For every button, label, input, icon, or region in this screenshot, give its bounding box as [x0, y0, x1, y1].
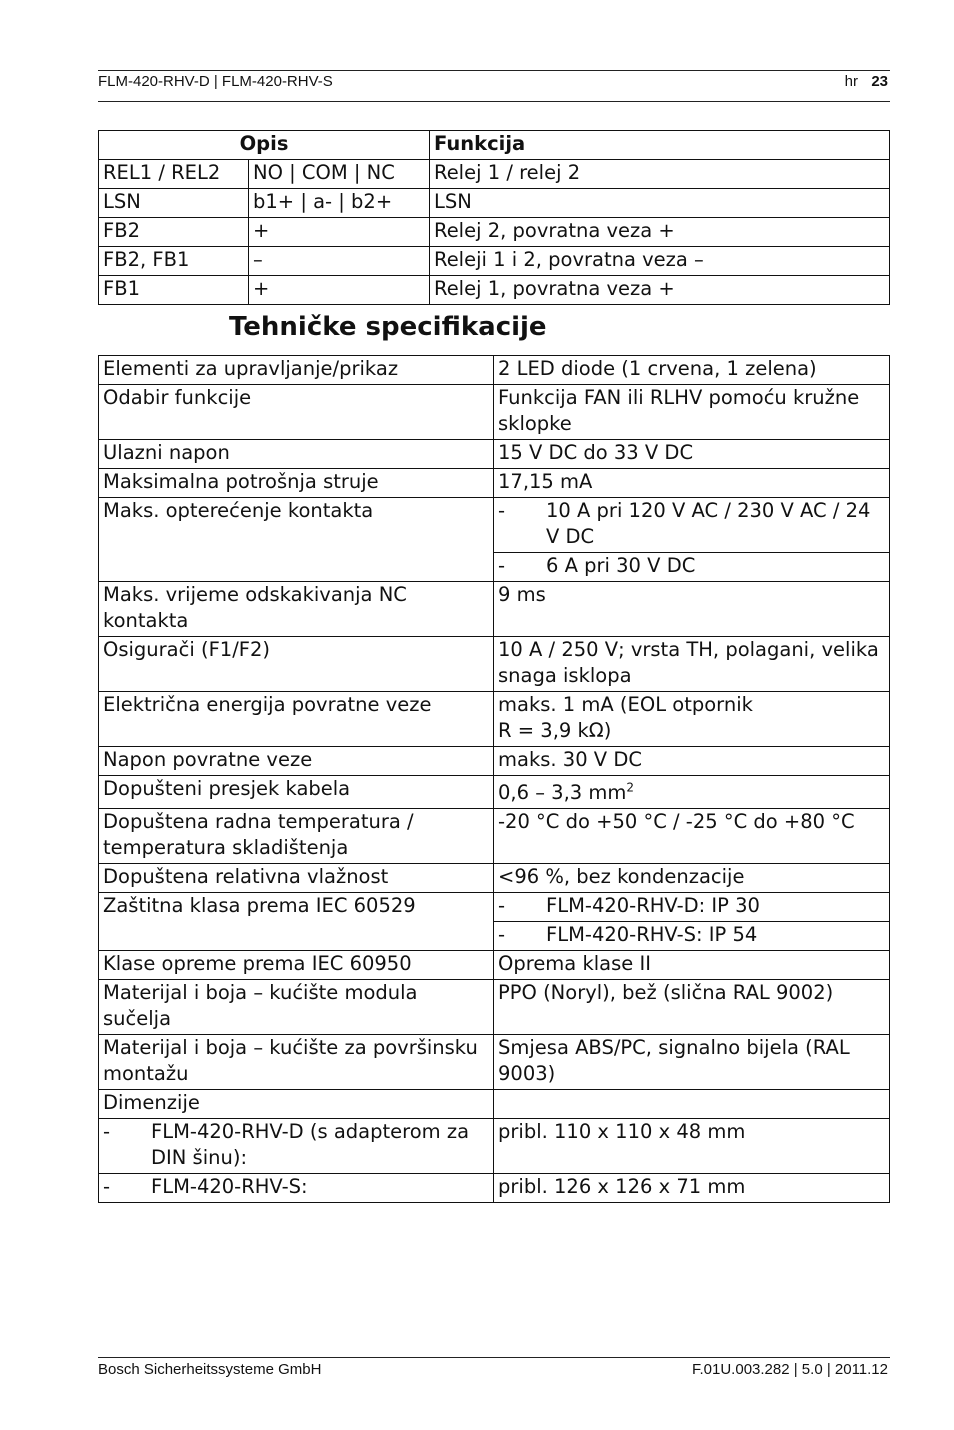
- spec-label: Dimenzije: [99, 1090, 494, 1119]
- spec-label: Maks. opterećenje kontakta: [99, 498, 494, 582]
- spec-row: [99, 692, 890, 747]
- spec-label: [99, 1174, 494, 1203]
- spec-value: 10 A / 250 V; vrsta TH, polagani, velika snaga isklopa: [494, 637, 890, 692]
- bullet-dash: -: [103, 1175, 111, 1198]
- spec-label: Zaštitna klasa prema IEC 60529: [99, 893, 494, 951]
- spec-value: [494, 498, 890, 553]
- header-title: FLM-420-RHV-D | FLM-420-RHV-S: [98, 73, 333, 90]
- spec-label: Maks. vrijeme odskakivanja NC kontakta: [99, 582, 494, 637]
- spec-row: [99, 356, 890, 385]
- page-header: [98, 70, 890, 102]
- cell-terminal: REL1 / REL2: [99, 160, 249, 189]
- cell-terminal: LSN: [99, 189, 249, 218]
- bullet-item: [498, 893, 885, 919]
- bullet-dash: -: [498, 499, 506, 522]
- bullet-text: FLM-420-RHV-D: IP 30: [546, 894, 760, 917]
- spec-value: 2 LED diode (1 crvena, 1 zelena): [494, 356, 890, 385]
- spec-row: [99, 980, 890, 1035]
- spec-label: Dopušteni presjek kabela: [99, 776, 494, 809]
- spec-row: [99, 1119, 890, 1174]
- spec-label: Odabir funkcije: [99, 385, 494, 440]
- spec-value: pribl. 126 x 126 x 71 mm: [494, 1174, 890, 1203]
- bullet-dash: -: [498, 923, 506, 946]
- table-row: [99, 247, 890, 276]
- table-row: [99, 189, 890, 218]
- bullet-item: [498, 922, 885, 948]
- spec-row: [99, 776, 890, 809]
- spec-label: Napon povratne veze: [99, 747, 494, 776]
- spec-row: [99, 1035, 890, 1090]
- cell-contact: +: [249, 218, 430, 247]
- column-header-description: Opis: [99, 131, 430, 160]
- cell-terminal: FB2, FB1: [99, 247, 249, 276]
- section-title: Tehničke specifikacije: [229, 312, 547, 342]
- spec-value-line: R = 3,9 kΩ): [498, 719, 612, 742]
- bullet-dash: -: [103, 1120, 111, 1143]
- table-header-row: [99, 131, 890, 160]
- spec-value-line: maks. 1 mA (EOL otpornik: [498, 693, 753, 716]
- spec-label: Materijal i boja – kućište za površinsku montažu: [99, 1035, 494, 1090]
- bullet-item: [498, 553, 885, 579]
- column-header-function: Funkcija: [430, 131, 890, 160]
- spec-label: Dopuštena radna temperatura / temperatura skladištenja: [99, 809, 494, 864]
- spec-value: [494, 893, 890, 922]
- spec-value: [494, 1090, 890, 1119]
- spec-row: [99, 469, 890, 498]
- spec-value: <96 %, bez kondenzacije: [494, 864, 890, 893]
- spec-label: [99, 1119, 494, 1174]
- bullet-text: 10 A pri 120 V AC / 230 V AC / 24 V DC: [546, 499, 871, 548]
- spec-value: Funkcija FAN ili RLHV pomoću kružne sklopke: [494, 385, 890, 440]
- spec-row: [99, 893, 890, 922]
- spec-value: [494, 776, 890, 809]
- spec-row: [99, 385, 890, 440]
- bullet-text: 6 A pri 30 V DC: [546, 554, 696, 577]
- spec-row: [99, 498, 890, 553]
- superscript: 2: [626, 780, 634, 795]
- spec-row: [99, 440, 890, 469]
- bullet-dash: -: [498, 894, 506, 917]
- connections-table: [98, 130, 890, 305]
- spec-row: [99, 582, 890, 637]
- footer-document-id: F.01U.003.282 | 5.0 | 2011.12: [692, 1361, 888, 1378]
- bullet-dash: -: [498, 554, 506, 577]
- cell-function: Releji 1 i 2, povratna veza –: [430, 247, 890, 276]
- spec-row: [99, 747, 890, 776]
- spec-label: Osigurači (F1/F2): [99, 637, 494, 692]
- spec-value: 17,15 mA: [494, 469, 890, 498]
- spec-label: Elementi za upravljanje/prikaz: [99, 356, 494, 385]
- bullet-text: FLM-420-RHV-D (s adapterom za DIN šinu):: [151, 1120, 470, 1169]
- spec-row: [99, 1090, 890, 1119]
- spec-label: Električna energija povratne veze: [99, 692, 494, 747]
- spec-label: Maksimalna potrošnja struje: [99, 469, 494, 498]
- cell-function: Relej 2, povratna veza +: [430, 218, 890, 247]
- bullet-item: [103, 1174, 489, 1200]
- page-number: 23: [871, 73, 888, 90]
- spec-value: 15 V DC do 33 V DC: [494, 440, 890, 469]
- spec-value: 9 ms: [494, 582, 890, 637]
- cell-contact: –: [249, 247, 430, 276]
- spec-value: -20 °C do +50 °C / -25 °C do +80 °C: [494, 809, 890, 864]
- spec-row: [99, 809, 890, 864]
- spec-row: [99, 951, 890, 980]
- table-row: [99, 218, 890, 247]
- bullet-text: FLM-420-RHV-S:: [151, 1175, 308, 1198]
- cable-value: 0,6 – 3,3 mm: [498, 781, 627, 804]
- table-row: [99, 160, 890, 189]
- cell-terminal: FB1: [99, 276, 249, 305]
- specifications-table: [98, 355, 890, 1203]
- spec-label: Klase opreme prema IEC 60950: [99, 951, 494, 980]
- bullet-item: [498, 498, 885, 550]
- table-row: [99, 276, 890, 305]
- spec-value: pribl. 110 x 110 x 48 mm: [494, 1119, 890, 1174]
- cell-contact: NO | COM | NC: [249, 160, 430, 189]
- spec-value: Smjesa ABS/PC, signalno bijela (RAL 9003): [494, 1035, 890, 1090]
- page-footer: [98, 1357, 890, 1380]
- spec-row: [99, 637, 890, 692]
- cell-function: Relej 1 / relej 2: [430, 160, 890, 189]
- cell-contact: +: [249, 276, 430, 305]
- spec-label: Ulazni napon: [99, 440, 494, 469]
- spec-row: [99, 864, 890, 893]
- cell-contact: b1+ | a- | b2+: [249, 189, 430, 218]
- spec-value: [494, 692, 890, 747]
- spec-value: PPO (Noryl), bež (slična RAL 9002): [494, 980, 890, 1035]
- bullet-item: [103, 1119, 489, 1171]
- spec-value: maks. 30 V DC: [494, 747, 890, 776]
- spec-label: Materijal i boja – kućište modula sučelja: [99, 980, 494, 1035]
- cell-function: Relej 1, povratna veza +: [430, 276, 890, 305]
- spec-value: Oprema klase II: [494, 951, 890, 980]
- spec-row: [99, 1174, 890, 1203]
- spec-label: Dopuštena relativna vlažnost: [99, 864, 494, 893]
- cell-function: LSN: [430, 189, 890, 218]
- spec-value: [494, 922, 890, 951]
- header-language: hr: [844, 73, 858, 90]
- cell-terminal: FB2: [99, 218, 249, 247]
- bullet-text: FLM-420-RHV-S: IP 54: [546, 923, 758, 946]
- spec-value: [494, 553, 890, 582]
- footer-company: Bosch Sicherheitssysteme GmbH: [98, 1361, 322, 1378]
